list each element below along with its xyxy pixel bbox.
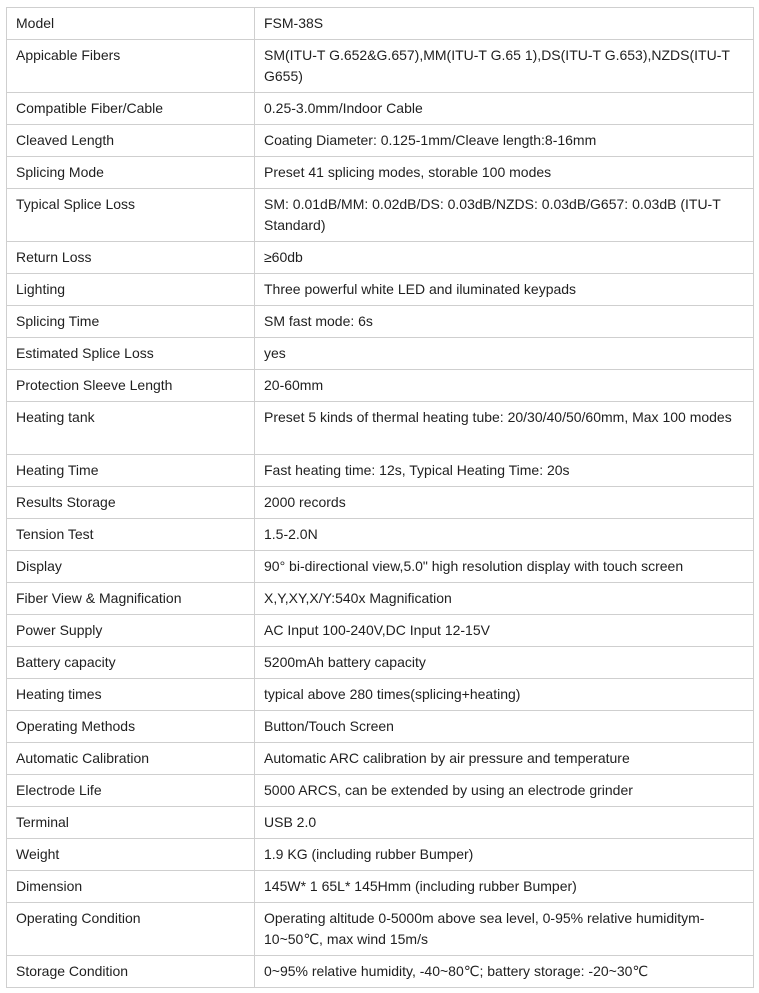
spec-label: Splicing Mode [7, 157, 255, 189]
table-row [7, 157, 754, 189]
table-row [7, 189, 754, 242]
spec-value: 2000 records [255, 487, 754, 519]
table-row [7, 519, 754, 551]
spec-label: Operating Condition [7, 903, 255, 956]
spec-value: SM: 0.01dB/MM: 0.02dB/DS: 0.03dB/NZDS: 0.03dB/G657: 0.03dB (ITU-T Standard) [255, 189, 754, 242]
table-row [7, 370, 754, 402]
table-row [7, 775, 754, 807]
spec-label: Lighting [7, 274, 255, 306]
spec-value: SM fast mode: 6s [255, 306, 754, 338]
spec-label: Operating Methods [7, 711, 255, 743]
table-row [7, 125, 754, 157]
table-row [7, 903, 754, 956]
table-row [7, 743, 754, 775]
spec-value: 1.9 KG (including rubber Bumper) [255, 839, 754, 871]
spec-label: Results Storage [7, 487, 255, 519]
spec-value: Fast heating time: 12s, Typical Heating Time: 20s [255, 455, 754, 487]
table-row [7, 455, 754, 487]
spec-value: 1.5-2.0N [255, 519, 754, 551]
spec-value: SM(ITU-T G.652&G.657),MM(ITU-T G.65 1),DS(ITU-T G.653),NZDS(ITU-T G655) [255, 40, 754, 93]
table-row [7, 583, 754, 615]
spec-value: 20-60mm [255, 370, 754, 402]
spec-value: AC Input 100-240V,DC Input 12-15V [255, 615, 754, 647]
spec-value: X,Y,XY,X/Y:540x Magnification [255, 583, 754, 615]
spec-value: Button/Touch Screen [255, 711, 754, 743]
table-row [7, 8, 754, 40]
spec-label: Tension Test [7, 519, 255, 551]
spec-label: Battery capacity [7, 647, 255, 679]
spec-value: ≥60db [255, 242, 754, 274]
spec-label: Heating Time [7, 455, 255, 487]
spec-label: Estimated Splice Loss [7, 338, 255, 370]
table-row [7, 647, 754, 679]
table-row [7, 93, 754, 125]
spec-value: Preset 5 kinds of thermal heating tube: 20/30/40/50/60mm, Max 100 modes [255, 402, 754, 455]
table-row [7, 338, 754, 370]
spec-label: Appicable Fibers [7, 40, 255, 93]
table-row [7, 839, 754, 871]
spec-label: Return Loss [7, 242, 255, 274]
table-row [7, 679, 754, 711]
spec-value: Preset 41 splicing modes, storable 100 modes [255, 157, 754, 189]
table-row [7, 871, 754, 903]
spec-value: 0~95% relative humidity, -40~80℃; battery storage: -20~30℃ [255, 956, 754, 988]
spec-value: Operating altitude 0-5000m above sea level, 0-95% relative humiditym-10~50℃, max wind 15m/s [255, 903, 754, 956]
spec-label: Model [7, 8, 255, 40]
table-row [7, 40, 754, 93]
spec-value: 90° bi-directional view,5.0" high resolution display with touch screen [255, 551, 754, 583]
spec-value: 0.25-3.0mm/Indoor Cable [255, 93, 754, 125]
spec-table [6, 7, 754, 988]
table-row [7, 956, 754, 988]
spec-value: typical above 280 times(splicing+heating) [255, 679, 754, 711]
spec-value: 5000 ARCS, can be extended by using an electrode grinder [255, 775, 754, 807]
spec-label: Heating times [7, 679, 255, 711]
spec-value: 5200mAh battery capacity [255, 647, 754, 679]
spec-label: Dimension [7, 871, 255, 903]
spec-label: Automatic Calibration [7, 743, 255, 775]
spec-label: Protection Sleeve Length [7, 370, 255, 402]
table-row [7, 402, 754, 455]
spec-value: yes [255, 338, 754, 370]
spec-label: Typical Splice Loss [7, 189, 255, 242]
spec-value: FSM-38S [255, 8, 754, 40]
table-row [7, 274, 754, 306]
spec-label: Heating tank [7, 402, 255, 455]
spec-label: Fiber View & Magnification [7, 583, 255, 615]
table-row [7, 615, 754, 647]
spec-value: Coating Diameter: 0.125-1mm/Cleave length:8-16mm [255, 125, 754, 157]
spec-value: Automatic ARC calibration by air pressure and temperature [255, 743, 754, 775]
spec-label: Cleaved Length [7, 125, 255, 157]
table-row [7, 487, 754, 519]
spec-value: 145W* 1 65L* 145Hmm (including rubber Bumper) [255, 871, 754, 903]
table-row [7, 711, 754, 743]
spec-label: Weight [7, 839, 255, 871]
spec-label: Splicing Time [7, 306, 255, 338]
spec-label: Power Supply [7, 615, 255, 647]
spec-label: Terminal [7, 807, 255, 839]
table-row [7, 242, 754, 274]
spec-label: Display [7, 551, 255, 583]
spec-label: Storage Condition [7, 956, 255, 988]
spec-label: Electrode Life [7, 775, 255, 807]
spec-value: USB 2.0 [255, 807, 754, 839]
table-row [7, 807, 754, 839]
spec-value: Three powerful white LED and iluminated keypads [255, 274, 754, 306]
table-row [7, 306, 754, 338]
table-row [7, 551, 754, 583]
spec-label: Compatible Fiber/Cable [7, 93, 255, 125]
